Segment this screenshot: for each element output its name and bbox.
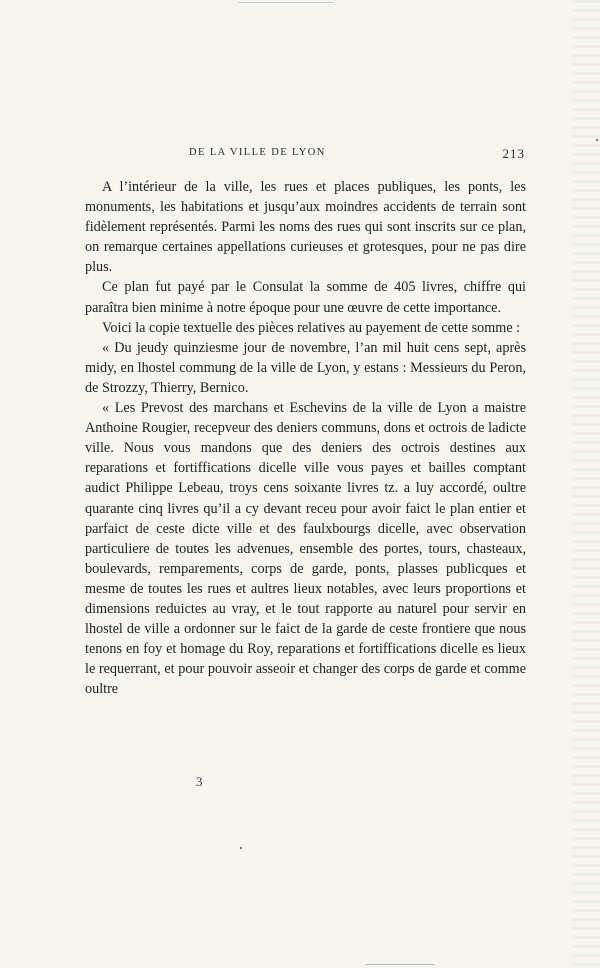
body-text [85, 177, 526, 699]
paragraph-3: Voici la copie textuelle des pièces relatives au payement de cette somme : [102, 319, 521, 336]
paper-speck [596, 139, 598, 141]
paragraph-5: « Les Prevost des marchans et Eschevins de la ville de Lyon a maistre Anthoine Rougier, recepveur des deniers communs, dons et octrois de ladicte ville. Nous vous mandons que des deniers des octrois destines aux reparations et fortiffications dicelle ville vous payes et bailles comptant audict Philippe Lebeau, troys cens soixante livres tz. a luy accordé, oultre quarante cinq livres qu’il a cy devant receu pour avoir faict le plan entier et parfaict de ceste dicte ville et des faulxbourgs dicelle, avec observation particuliere de toutes les advenues, ensemble des portes, tours, chasteaux, boulevards, remparements, corps de garde, ponts, plasses publicques et mesme de toutes les rues et aultres lieux notables, avec leurs proportions et dimensions reduictes au vray, et le tout rapporte au naturel pour servir en lhostel de ville a ordonner sur le faict de la garde de ceste frontiere que nous tenons en foy et homage du Roy, reparations et fortiffications dicelle es lieux le requerrant, et pour pouvoir asseoir et changer des corps de garde et comme oultre [85, 400, 526, 698]
signature-mark: 3 [196, 774, 203, 789]
paper-speck [240, 847, 242, 849]
page-edge-texture [572, 0, 600, 968]
paragraph-4: « Du jeudy quinziesme jour de novembre, l’an mil huit cens sept, après midy, en lhostel commung de la ville de Lyon, y estans : Messieurs du Peron, de Strozzy, Thierry, Bernico. [85, 339, 526, 396]
running-title: DE LA VILLE DE LYON [189, 147, 326, 158]
paragraph-1: A l’intérieur de la ville, les rues et places publiques, les ponts, les monuments, les habitations et jusqu’aux moindres accidents de terrain sont fidèlement représentés. Parmi les noms des rues qui sont inscrits sur ce plan, on remarque certaines appellations curieuses et grotesques, pour ne pas dire plus. [85, 179, 526, 276]
page-number: 213 [502, 146, 525, 161]
paragraph-2: Ce plan fut payé par le Consulat la somme de 405 livres, chiffre qui paraîtra bien minime à notre époque pour une œuvre de cette importance. [85, 279, 526, 316]
bottom-edge-rule [365, 964, 435, 965]
top-edge-rule [238, 2, 333, 3]
page-header [85, 147, 525, 167]
